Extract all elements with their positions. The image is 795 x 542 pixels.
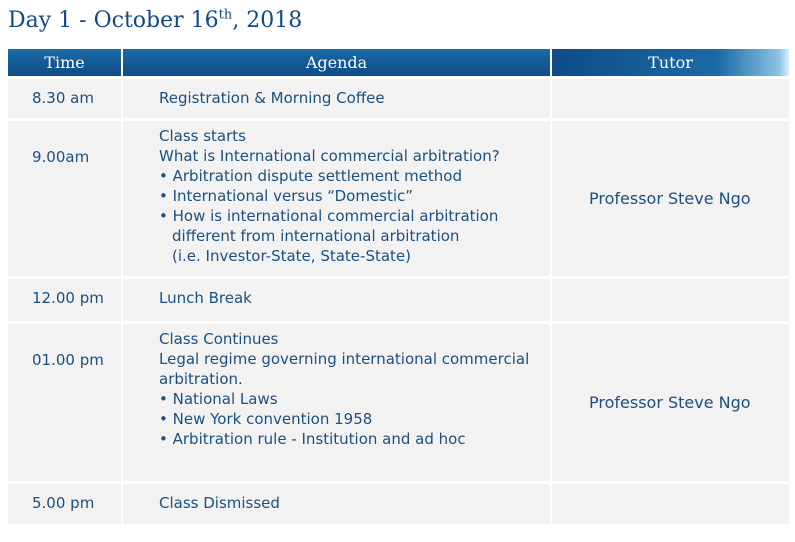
agenda-line: Legal regime governing international commercial <box>159 350 530 368</box>
row-agenda <box>123 121 550 276</box>
row-tutor <box>552 79 789 118</box>
row-agenda <box>123 79 550 118</box>
row-agenda <box>123 484 550 524</box>
agenda-bullet: • New York convention 1958 <box>159 410 373 428</box>
title-superscript: th <box>218 7 233 23</box>
row-time: 8.30 am <box>8 79 121 118</box>
agenda-line: Class Dismissed <box>159 494 280 512</box>
header-agenda: Agenda <box>123 49 550 76</box>
page-title <box>8 8 302 33</box>
title-prefix: Day 1 - October 16 <box>8 8 219 33</box>
agenda-line: Class starts <box>159 127 246 145</box>
agenda-bullet-continuation: different from international arbitration <box>172 227 460 245</box>
agenda-line: What is International commercial arbitration? <box>159 147 500 165</box>
agenda-bullet: • How is international commercial arbitration <box>159 207 499 225</box>
header-time: Time <box>8 49 121 76</box>
agenda-line: Lunch Break <box>159 289 252 307</box>
row-tutor <box>552 484 789 524</box>
row-time: 9.00am <box>8 121 121 276</box>
agenda-bullet: • National Laws <box>159 390 278 408</box>
agenda-line: Class Continues <box>159 330 279 348</box>
row-tutor: Professor Steve Ngo <box>552 324 789 481</box>
agenda-line: arbitration. <box>159 370 243 388</box>
row-time: 12.00 pm <box>8 279 121 321</box>
agenda-table <box>8 49 785 512</box>
row-time: 01.00 pm <box>8 324 121 481</box>
agenda-bullet: • Arbitration rule - Institution and ad hoc <box>159 430 466 448</box>
agenda-line: Registration & Morning Coffee <box>159 89 385 107</box>
agenda-bullet: • Arbitration dispute settlement method <box>159 167 463 185</box>
header-tutor: Tutor <box>552 49 789 76</box>
row-time: 5.00 pm <box>8 484 121 524</box>
agenda-bullet: • International versus “Domestic” <box>159 187 414 205</box>
title-suffix: , 2018 <box>232 8 303 33</box>
agenda-bullet-continuation: (i.e. Investor-State, State-State) <box>172 247 411 265</box>
row-agenda <box>123 324 550 481</box>
row-tutor: Professor Steve Ngo <box>552 121 789 276</box>
row-tutor <box>552 279 789 321</box>
row-agenda <box>123 279 550 321</box>
